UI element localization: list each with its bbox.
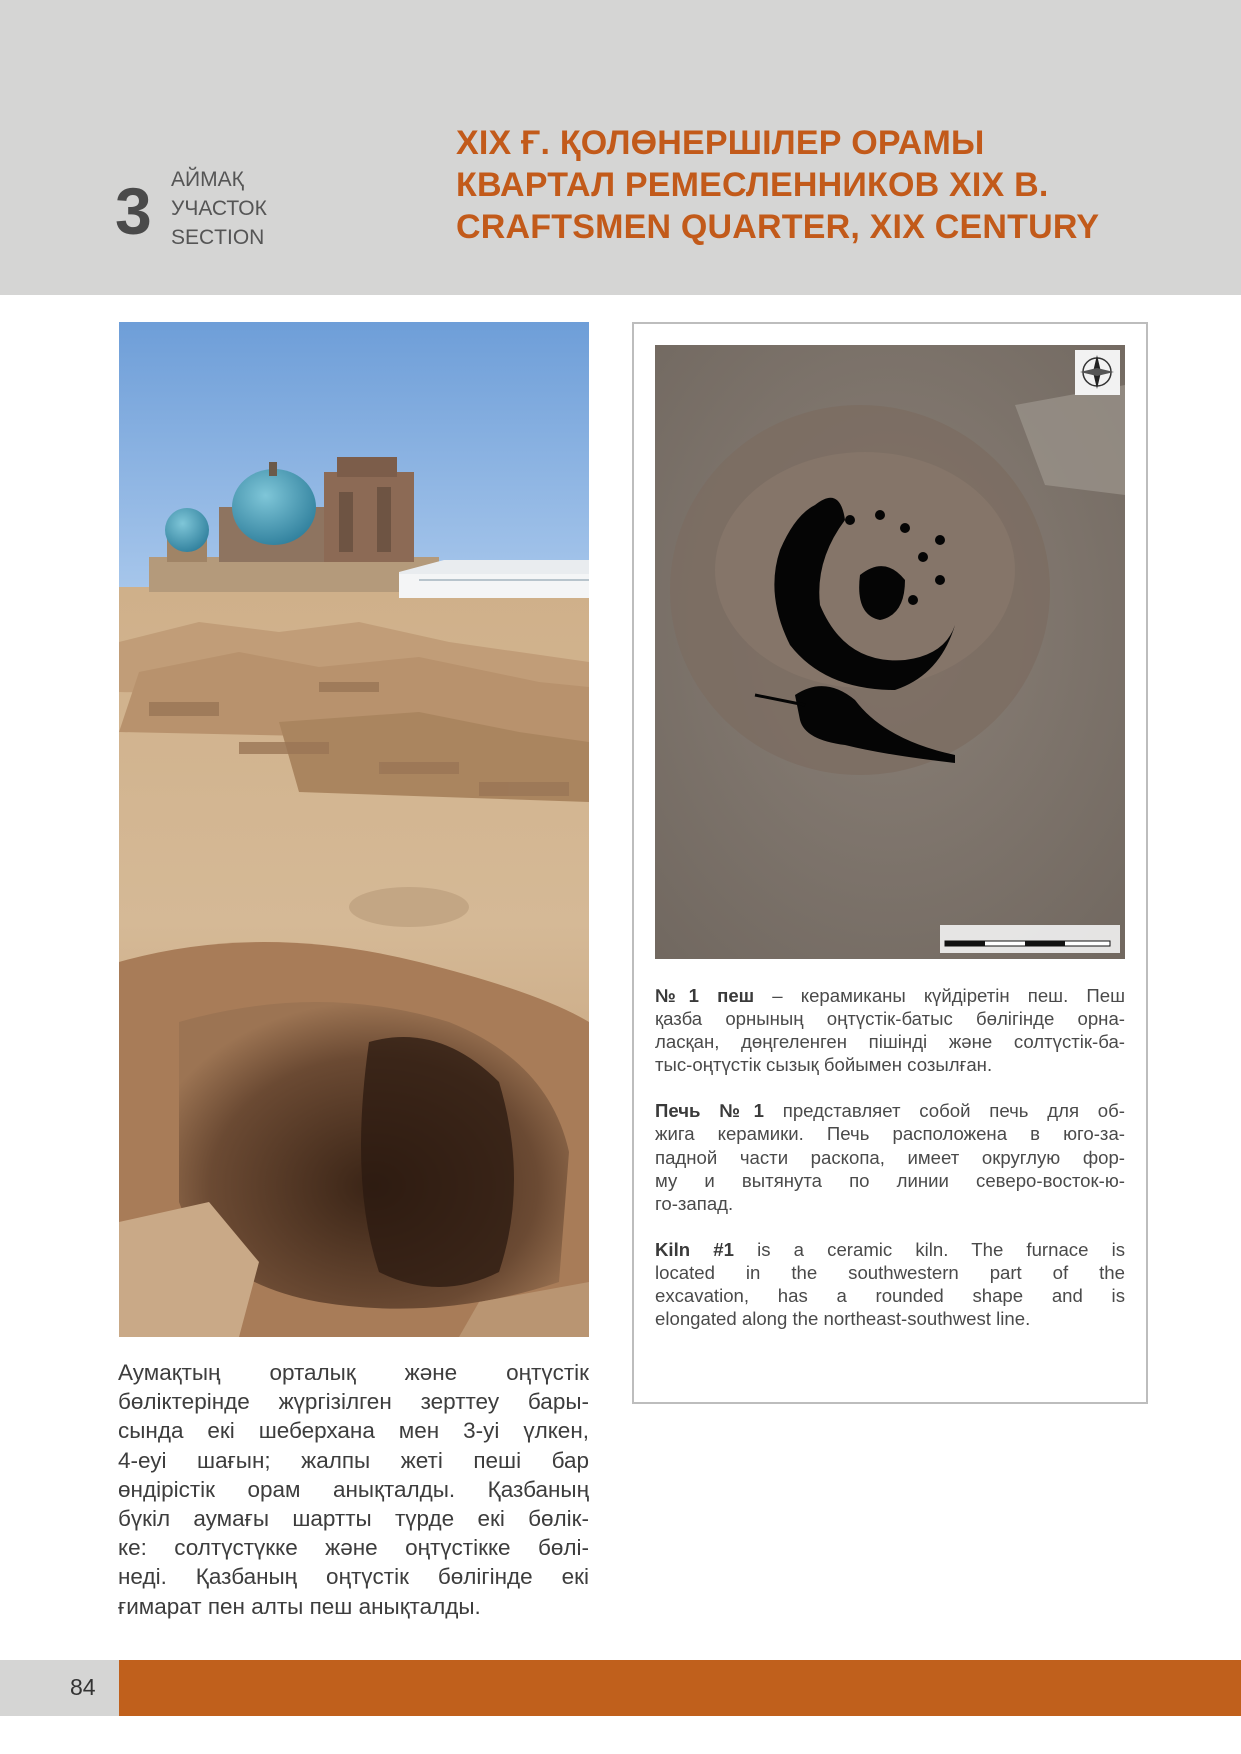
section-label-en: SECTION bbox=[171, 226, 265, 249]
section-number: 3 bbox=[115, 174, 152, 248]
caption-line: му и вытянута по линии северо-восток-ю- bbox=[655, 1169, 1125, 1191]
kiln-captions bbox=[655, 984, 1125, 1353]
body-line: ғимарат пен алты пеш анықталды. bbox=[118, 1593, 481, 1619]
caption-line: is a ceramic kiln. The furnace is bbox=[733, 1238, 1126, 1260]
section-label-ru: УЧАСТОК bbox=[171, 197, 267, 220]
page-title bbox=[456, 122, 1099, 248]
caption-line: падной части раскопа, имеет округлую фор- bbox=[655, 1146, 1125, 1168]
caption-line: жига керамики. Печь расположена в юго-за- bbox=[655, 1123, 1125, 1145]
caption-line: elongated along the northeast-southwest line. bbox=[655, 1308, 1031, 1330]
caption-en bbox=[655, 1238, 1125, 1330]
title-en: CRAFTSMEN QUARTER, XIX CENTURY bbox=[456, 208, 1100, 246]
kiln-aerial-photo bbox=[655, 345, 1125, 959]
excavation-site-photo bbox=[119, 322, 589, 1337]
title-kz: XIX Ғ. ҚОЛӨНЕРШІЛЕР ОРАМЫ bbox=[456, 124, 985, 162]
body-text bbox=[118, 1358, 589, 1621]
caption-line: го-запад. bbox=[655, 1192, 734, 1214]
body-line: өндірістік орам анықталды. Қазбаның bbox=[118, 1476, 589, 1502]
caption-ru bbox=[655, 1099, 1125, 1214]
caption-line: excavation, has a rounded shape and is bbox=[655, 1285, 1125, 1307]
caption-kz bbox=[655, 984, 1125, 1076]
caption-line: представляет собой печь для об- bbox=[763, 1100, 1125, 1122]
footer-left-band bbox=[0, 1660, 119, 1716]
page-header bbox=[0, 0, 1241, 295]
caption-line: – керамиканы күйдіретін пеш. Пеш bbox=[754, 985, 1125, 1006]
caption-en-bold: Kiln #1 bbox=[655, 1238, 734, 1260]
caption-line: ласқан, дөңгеленген пішінді және солтүстік-ба- bbox=[655, 1031, 1125, 1053]
body-line: бүкіл аумағы шартты түрде екі бөлік- bbox=[118, 1506, 589, 1532]
body-line: неді. Қазбаның оңтүстік бөлігінде екі bbox=[118, 1564, 589, 1590]
body-line: ке: солтүстүкке және оңтүстікке бөлі- bbox=[118, 1535, 589, 1561]
caption-kz-bold: №1 пеш bbox=[655, 985, 755, 1006]
footer-accent-band bbox=[119, 1660, 1241, 1716]
caption-ru-bold: Печь №1 bbox=[655, 1100, 764, 1122]
page-number: 84 bbox=[70, 1674, 96, 1700]
section-label-kz: АЙМАҚ bbox=[171, 168, 244, 191]
caption-line: located in the southwestern part of the bbox=[655, 1261, 1125, 1283]
body-line: 4-еуі шағын; жалпы жеті пеші бар bbox=[118, 1447, 589, 1473]
title-ru: КВАРТАЛ РЕМЕСЛЕННИКОВ XIX В. bbox=[456, 166, 1049, 204]
body-line: сында екі шеберхана мен 3-уі үлкен, bbox=[118, 1418, 589, 1444]
body-line: бөліктерінде жүргізілген зерттеу бары- bbox=[118, 1389, 589, 1415]
section-labels bbox=[171, 165, 267, 252]
caption-line: қазба орнының оңтүстік-батыс бөлігінде орна- bbox=[655, 1008, 1125, 1030]
body-line: Аумақтың орталық және оңтүстік bbox=[118, 1360, 589, 1385]
caption-line: тыс-оңтүстік сызық бойымен созылған. bbox=[655, 1054, 993, 1076]
caption-box bbox=[632, 322, 1148, 1404]
